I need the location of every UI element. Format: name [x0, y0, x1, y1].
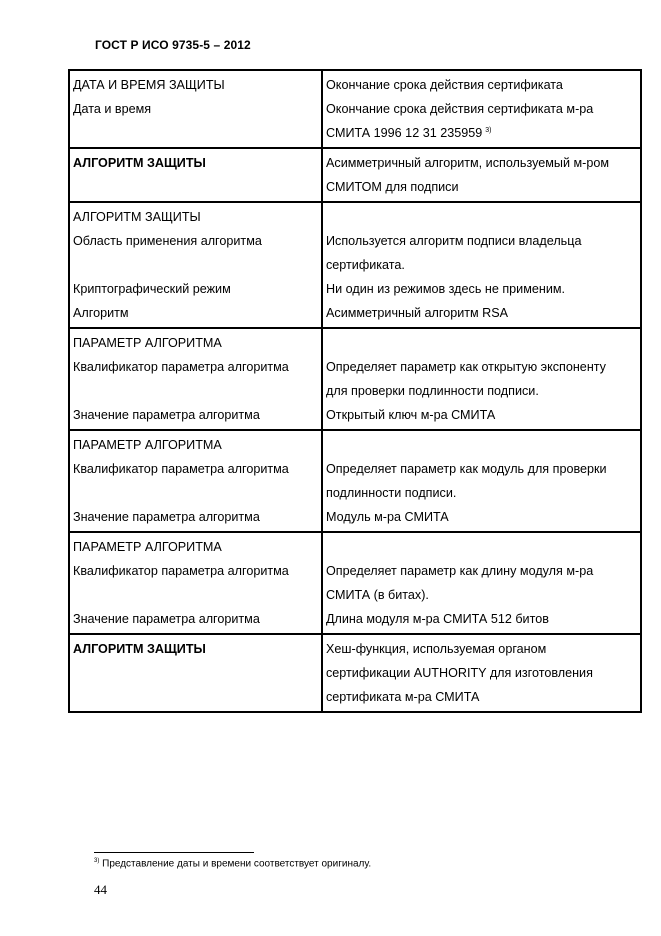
table-row: [69, 634, 641, 712]
footnote-marker: 3): [94, 858, 100, 864]
table-cell-left: [69, 202, 322, 328]
footnote-ref: 3): [485, 126, 492, 134]
element-name: Криптографический режим: [73, 282, 231, 296]
data-table: [68, 69, 642, 713]
document-header: ГОСТ Р ИСО 9735-5 – 2012: [95, 38, 251, 52]
cell-text: Определяет параметр как открытую экспоненту: [326, 360, 606, 374]
spacer: [73, 379, 318, 403]
cell-text: подлинности подписи.: [326, 486, 457, 500]
footnote: [94, 858, 371, 869]
segment-name: ПАРАМЕТР АЛГОРИТМА: [73, 336, 222, 350]
table-cell-right: [322, 328, 641, 430]
segment-name: ПАРАМЕТР АЛГОРИТМА: [73, 540, 222, 554]
table-cell-right: [322, 202, 641, 328]
table-row: [69, 202, 641, 328]
cell-text: Асимметричный алгоритм RSA: [326, 306, 509, 320]
cell-text: Используется алгоритм подписи владельца: [326, 234, 582, 248]
table-row: [69, 70, 641, 148]
segment-name: ПАРАМЕТР АЛГОРИТМА: [73, 438, 222, 452]
table-row: [69, 532, 641, 634]
spacer: [73, 583, 318, 607]
table-cell-left: [69, 328, 322, 430]
cell-text: Ни один из режимов здесь не применим.: [326, 282, 566, 296]
element-name: Дата и время: [73, 102, 152, 116]
segment-name: АЛГОРИТМ ЗАЩИТЫ: [73, 642, 206, 656]
table-cell-left: [69, 148, 322, 202]
cell-text-with-footnote: [326, 121, 637, 145]
element-name: Квалификатор параметра алгоритма: [73, 360, 289, 374]
page-number: 44: [94, 882, 107, 897]
spacer: [326, 433, 637, 457]
table-cell-right: [322, 634, 641, 712]
table-cell-left: [69, 70, 322, 148]
spacer: [73, 481, 318, 505]
table-cell-left: [69, 634, 322, 712]
table-cell-left: [69, 430, 322, 532]
cell-text: для проверки подлинности подписи.: [326, 384, 539, 398]
cell-text: Окончание срока действия сертификата: [326, 78, 563, 92]
segment-name: ДАТА И ВРЕМЯ ЗАЩИТЫ: [73, 78, 225, 92]
table-cell-right: [322, 70, 641, 148]
cell-text: сертификата.: [326, 258, 405, 272]
spacer: [326, 331, 637, 355]
footnote-divider: [94, 852, 254, 853]
spacer: [73, 253, 318, 277]
element-name: Значение параметра алгоритма: [73, 510, 260, 524]
table-row: [69, 328, 641, 430]
cell-text: Асимметричный алгоритм, используемый м-ром: [326, 156, 610, 170]
cell-text: СМИТА 1996 12 31 235959: [326, 126, 483, 140]
table-cell-right: [322, 430, 641, 532]
spacer: [326, 205, 637, 229]
footnote-text: Представление даты и времени соответствует оригиналу.: [102, 858, 372, 870]
element-name: Квалификатор параметра алгоритма: [73, 462, 289, 476]
cell-text: Модуль м-ра СМИТА: [326, 510, 449, 524]
element-name: Квалификатор параметра алгоритма: [73, 564, 289, 578]
cell-text: СМИТА (в битах).: [326, 588, 429, 602]
element-name: Алгоритм: [73, 306, 129, 320]
table-cell-right: [322, 532, 641, 634]
table-cell-right: [322, 148, 641, 202]
cell-text: Определяет параметр как модуль для проверки: [326, 462, 607, 476]
element-name: Область применения алгоритма: [73, 234, 262, 248]
segment-name: АЛГОРИТМ ЗАЩИТЫ: [73, 156, 206, 170]
table-cell-left: [69, 532, 322, 634]
cell-text: сертификации AUTHORITY для изготовления: [326, 666, 593, 680]
element-name: Значение параметра алгоритма: [73, 408, 260, 422]
table-row: [69, 148, 641, 202]
cell-text: Хеш-функция, используемая органом: [326, 642, 547, 656]
cell-text: Открытый ключ м-ра СМИТА: [326, 408, 496, 422]
element-name: Значение параметра алгоритма: [73, 612, 260, 626]
cell-text: Окончание срока действия сертификата м-ра: [326, 102, 594, 116]
table-row: [69, 430, 641, 532]
cell-text: сертификата м-ра СМИТА: [326, 690, 480, 704]
cell-text: Длина модуля м-ра СМИТА 512 битов: [326, 612, 549, 626]
cell-text: СМИТОМ для подписи: [326, 180, 459, 194]
segment-name: АЛГОРИТМ ЗАЩИТЫ: [73, 210, 201, 224]
spacer: [326, 535, 637, 559]
cell-text: Определяет параметр как длину модуля м-ра: [326, 564, 594, 578]
